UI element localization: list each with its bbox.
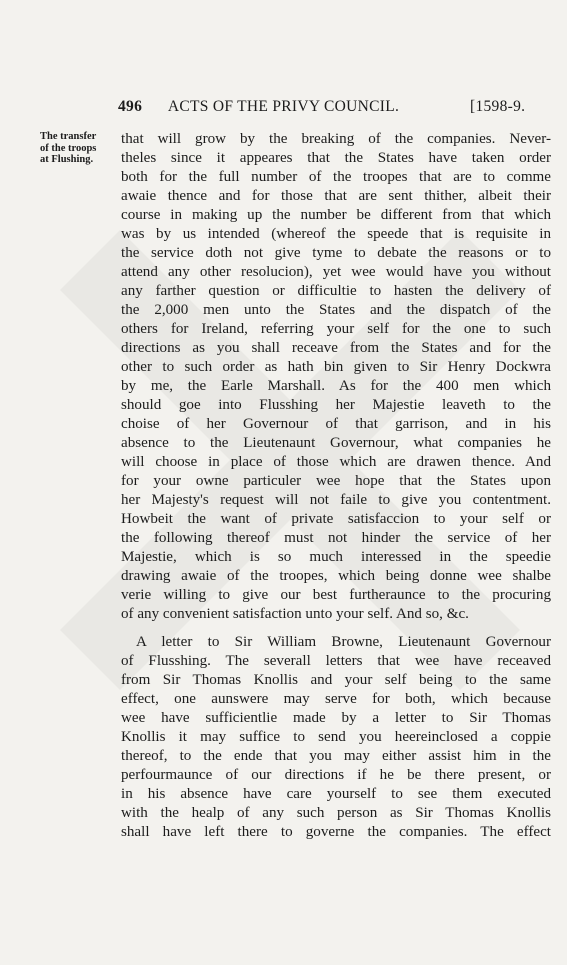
text-line: Knollis it may suffice to send you heereinclosed a coppie [121, 729, 551, 745]
text-line: of any convenient satisfaction unto your self. And so, &c. [121, 606, 469, 622]
text-line: directions as you shall receave from the States and for the [121, 340, 551, 356]
margin-note-line: The transfer [40, 131, 97, 142]
text-line: Howbeit the want of private satisfaccion to your self or [121, 511, 551, 527]
text-line: in his absence have care yourself to see them executed [121, 786, 551, 802]
text-line: by me, the Earle Marshall. As for the 400 men which [121, 378, 551, 394]
text-line: with the healp of any such person as Sir Thomas Knollis [121, 805, 551, 821]
text-line: verie willing to give our best furtheraunce to the procuring [121, 587, 551, 603]
text-line: absence to the Lieutenaunt Governour, what companies he [121, 435, 551, 451]
date-range: [1598-9. [470, 98, 526, 115]
text-line: Majestie, which is so much interessed in the speedie [121, 549, 551, 565]
text-line: for your owne particuler wee hope that the States upon [121, 473, 551, 489]
page-header [0, 98, 567, 118]
margin-note-line: of the troops [40, 142, 97, 154]
text-line: course in making up the number be different from that which [121, 207, 551, 223]
text-line: thereof, to the ende that you may either assist him in the [121, 748, 551, 764]
text-line: theles since it appeares that the States have taken order [121, 150, 551, 166]
text-line: effect, one aunswere may serve for both, which because [121, 691, 551, 707]
text-line: awaie thence and for those that are sent thither, albeit their [121, 188, 551, 204]
running-title: ACTS OF THE PRIVY COUNCIL. [167, 98, 400, 115]
text-line: other to such order as hath bin given to Sir Henry Dockwra [121, 359, 551, 375]
text-line: the following thereof must not hinder the service of her [121, 530, 551, 546]
text-line: her Majesty's request will not faile to give you contentment. [121, 492, 551, 508]
text-line: others for Ireland, referring your self for the one to such [121, 321, 551, 337]
text-line: that will grow by the breaking of the companies. Never- [121, 131, 551, 147]
text-line: attend any other resolucion), yet wee would have you without [121, 264, 551, 280]
page-number: 496 [118, 98, 143, 115]
text-line: perfourmaunce of our directions if he be there present, or [121, 767, 551, 783]
text-line: from Sir Thomas Knollis and your self being to the same [121, 672, 551, 688]
text-line: any farther question or difficultie to hasten the delivery of [121, 283, 551, 299]
text-line: A letter to Sir William Browne, Lieutenaunt Governour [136, 634, 551, 650]
text-line: drawing awaie of the troopes, which being donne wee shalbe [121, 568, 551, 584]
text-line: was by us intended (whereof the speede that is requisite in [121, 226, 551, 242]
text-line: of Flusshing. The severall letters that wee have receaved [121, 653, 551, 669]
text-line: should goe into Flusshing her Majestie leaveth to the [121, 397, 551, 413]
margin-note-line: at Flushing. [40, 154, 94, 165]
text-line: shall have left there to governe the companies. The effect [121, 824, 551, 840]
text-line: will choose in place of those which are drawen thence. And [121, 454, 551, 470]
margin-note [40, 131, 120, 166]
text-line: choise of her Governour of that garrison, and in his [121, 416, 551, 432]
text-line: both for the full number of the troopes that are to comme [121, 169, 551, 185]
text-line: the 2,000 men unto the States and the dispatch of the [121, 302, 551, 318]
text-line: wee have sufficientlie made by a letter to Sir Thomas [121, 710, 551, 726]
text-line: the service doth not give tyme to debate the reasons or to [121, 245, 551, 261]
